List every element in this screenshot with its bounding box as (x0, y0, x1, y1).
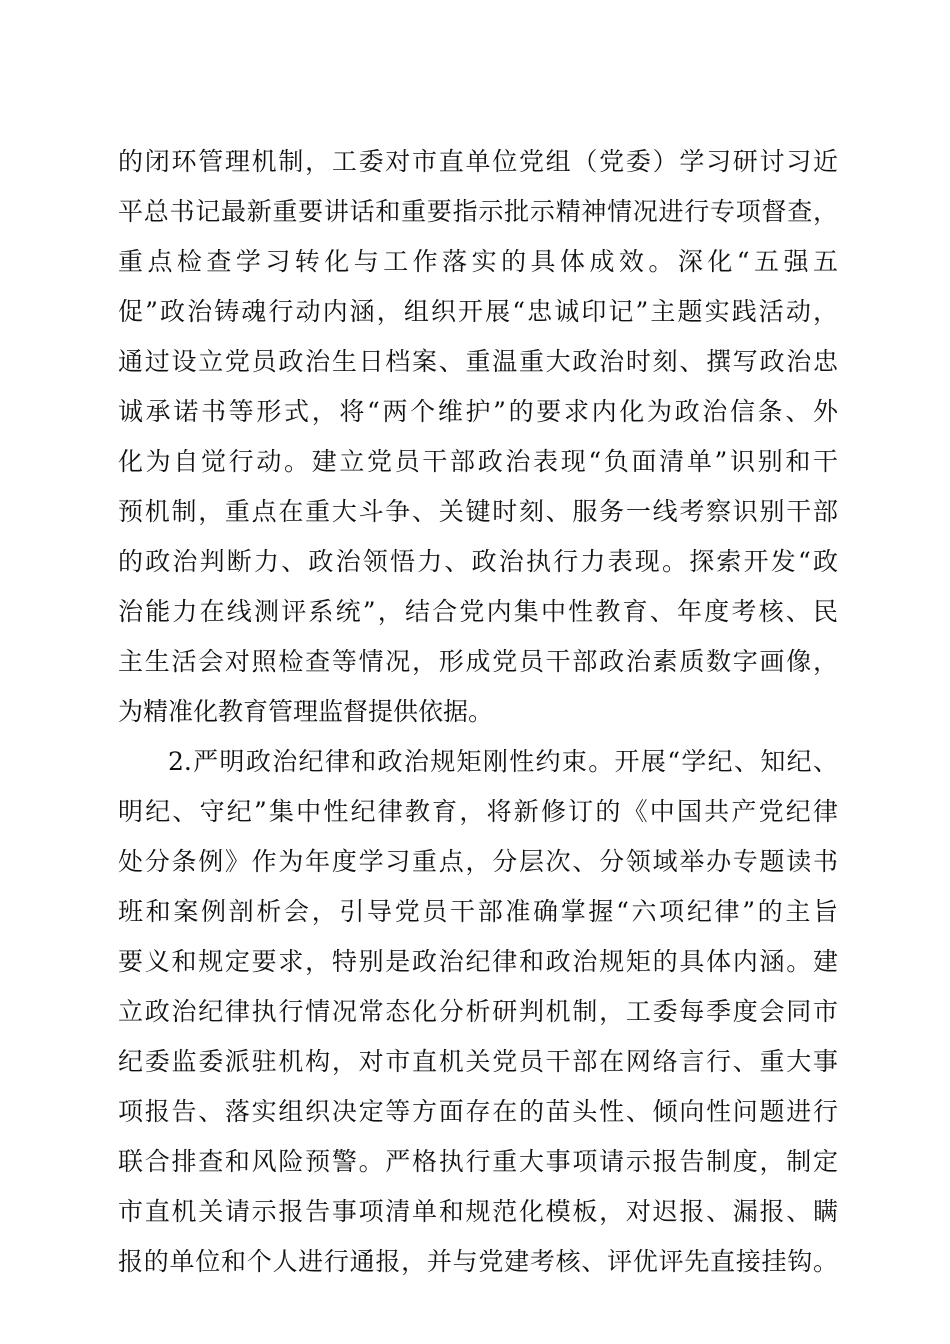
paragraph-line: 平总书记最新重要讲话和重要指示批示精神情况进行专项督查， (118, 197, 838, 226)
paragraph-line: 诚承诺书等形式，将“两个维护”的要求内化为政治信条、外 (118, 397, 838, 426)
paragraph-line: 立政治纪律执行情况常态化分析研判机制，工委每季度会同市 (118, 997, 838, 1026)
paragraph-line: 处分条例》作为年度学习重点，分层次、分领域举办专题读书 (118, 847, 838, 876)
paragraph-line: 重点检查学习转化与工作落实的具体成效。深化“五强五 (118, 247, 838, 276)
paragraph-line: 主生活会对照检查等情况，形成党员干部政治素质数字画像， (118, 647, 838, 676)
paragraph-line: 要义和规定要求，特别是政治纪律和政治规矩的具体内涵。建 (118, 947, 838, 976)
paragraph-line: 项报告、落实组织决定等方面存在的苗头性、倾向性问题进行 (118, 1097, 838, 1126)
paragraph-line: 的闭环管理机制，工委对市直单位党组（党委）学习研讨习近 (118, 147, 838, 176)
paragraph-line: 化为自觉行动。建立党员干部政治表现“负面清单”识别和干 (118, 447, 838, 476)
paragraph-line: 的政治判断力、政治领悟力、政治执行力表现。探索开发“政 (118, 547, 838, 576)
paragraph-line: 纪委监委派驻机构，对市直机关党员干部在网络言行、重大事 (118, 1047, 838, 1076)
paragraph-line: 报的单位和个人进行通报，并与党建考核、评优评先直接挂钩。 (118, 1247, 838, 1276)
paragraph-line: 联合排查和风险预警。严格执行重大事项请示报告制度，制定 (118, 1147, 838, 1176)
paragraph-line: 预机制，重点在重大斗争、关键时刻、服务一线考察识别干部 (118, 497, 838, 526)
paragraph-line: 市直机关请示报告事项清单和规范化模板，对迟报、漏报、瞒 (118, 1197, 838, 1226)
paragraph-line: 班和案例剖析会，引导党员干部准确掌握“六项纪律”的主旨 (118, 897, 838, 926)
paragraph-line: 治能力在线测评系统”，结合党内集中性教育、年度考核、民 (118, 597, 838, 626)
paragraph-line: 促”政治铸魂行动内涵，组织开展“忠诚印记”主题实践活动， (118, 297, 838, 326)
paragraph-line: 通过设立党员政治生日档案、重温重大政治时刻、撰写政治忠 (118, 347, 838, 376)
section-heading-line: 2.严明政治纪律和政治规矩刚性约束。开展“学纪、知纪、 (168, 747, 838, 776)
paragraph-line: 明纪、守纪”集中性纪律教育，将新修订的《中国共产党纪律 (118, 797, 838, 826)
paragraph-line: 为精准化教育管理监督提供依据。 (118, 697, 494, 726)
